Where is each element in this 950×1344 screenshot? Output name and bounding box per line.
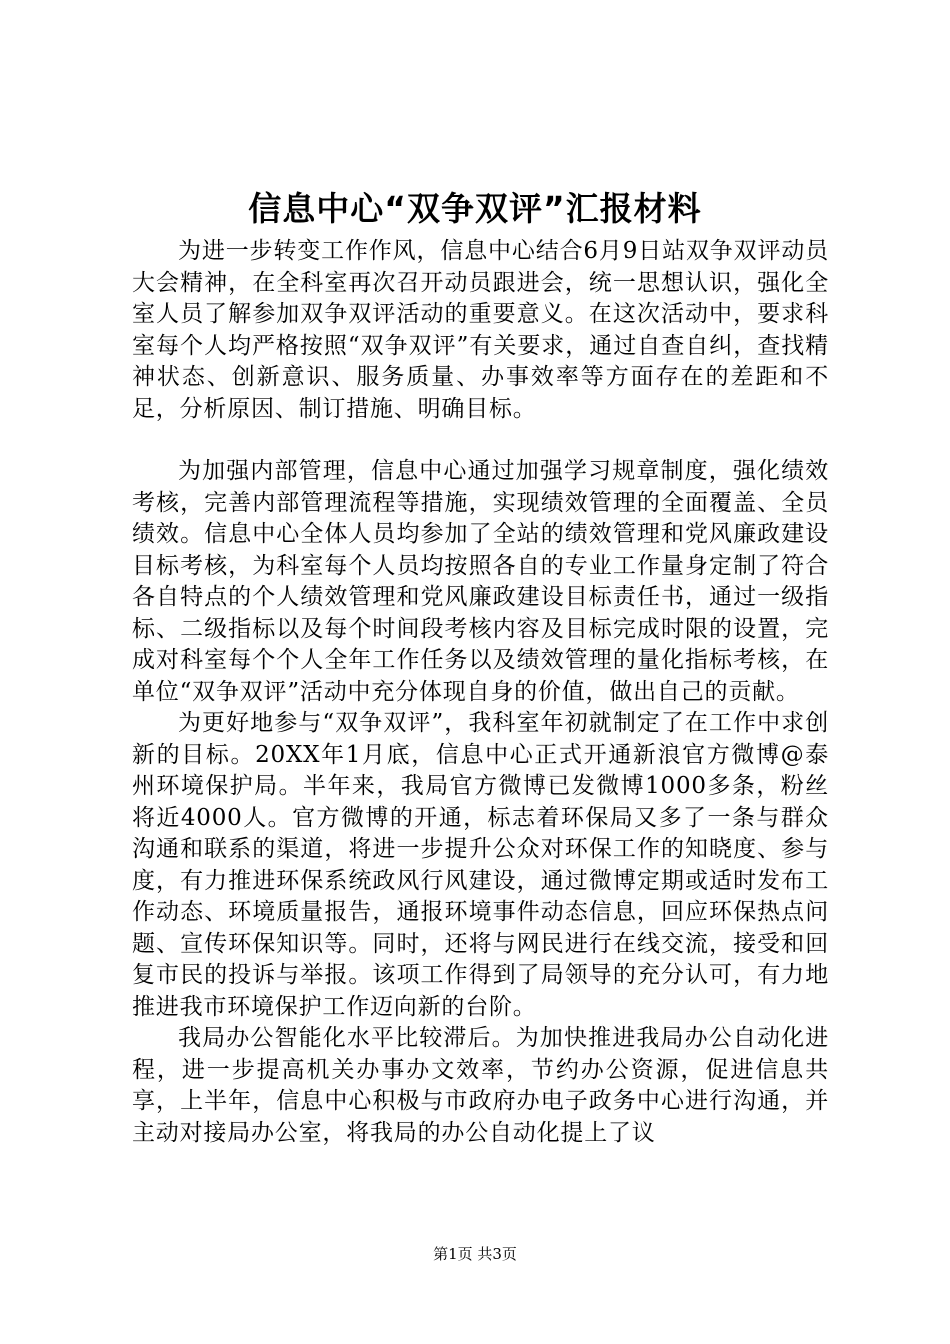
- paragraph-3: 为更好地参与“双争双评”，我科室年初就制定了在工作中求创新的目标。20XX年1月底，信息中心正式开通新浪官方微博@泰州环境保护局。半年来，我局官方微博已发微博1000多条，粉丝将近4000人。官方微博的开通，标志着环保局又多了一条与群众沟通和联系的渠道，将进一步提升公众对环保工作的知晓度、参与度，有力推进环保系统政风行风建设，通过微博定期或适时发布工作动态、环境质量报告，通报环境事件动态信息，回应环保热点问题、宣传环保知识等。同时，还将与网民进行在线交流，接受和回复市民的投诉与举报。该项工作得到了局领导的充分认可，有力地推进我市环境保护工作迈向新的台阶。: [132, 710, 829, 1020]
- page-number-footer: 第1页 共3页: [433, 1245, 517, 1263]
- paragraph-4: 我局办公智能化水平比较滞后。为加快推进我局办公自动化进程，进一步提高机关办事办文效率，节约办公资源，促进信息共享，上半年，信息中心积极与市政府办电子政务中心进行沟通，并主动对接局办公室，将我局的办公自动化提上了议: [132, 1025, 829, 1146]
- paragraph-1: 为进一步转变工作作风，信息中心结合6月9日站双争双评动员大会精神，在全科室再次召开动员跟进会，统一思想认识，强化全室人员了解参加双争双评活动的重要意义。在这次活动中，要求科室每个人均严格按照“双争双评”有关要求，通过自查自纠，查找精神状态、创新意识、服务质量、办事效率等方面存在的差距和不足，分析原因、制订措施、明确目标。: [132, 238, 829, 422]
- document-body: [132, 236, 829, 1149]
- document-title: 信息中心“双争双评”汇报材料: [248, 189, 702, 228]
- paragraph-2: 为加强内部管理，信息中心通过加强学习规章制度，强化绩效考核，完善内部管理流程等措施，实现绩效管理的全面覆盖、全员绩效。信息中心全体人员均参加了全站的绩效管理和党风廉政建设目标考核，为科室每个人员均按照各自的专业工作量身定制了符合各自特点的个人绩效管理和党风廉政建设目标责任书，通过一级指标、二级指标以及每个时间段考核内容及目标完成时限的设置，完成对科室每个个人全年工作任务以及绩效管理的量化指标考核，在单位“双争双评”活动中充分体现自身的价值，做出自己的贡献。: [132, 458, 829, 705]
